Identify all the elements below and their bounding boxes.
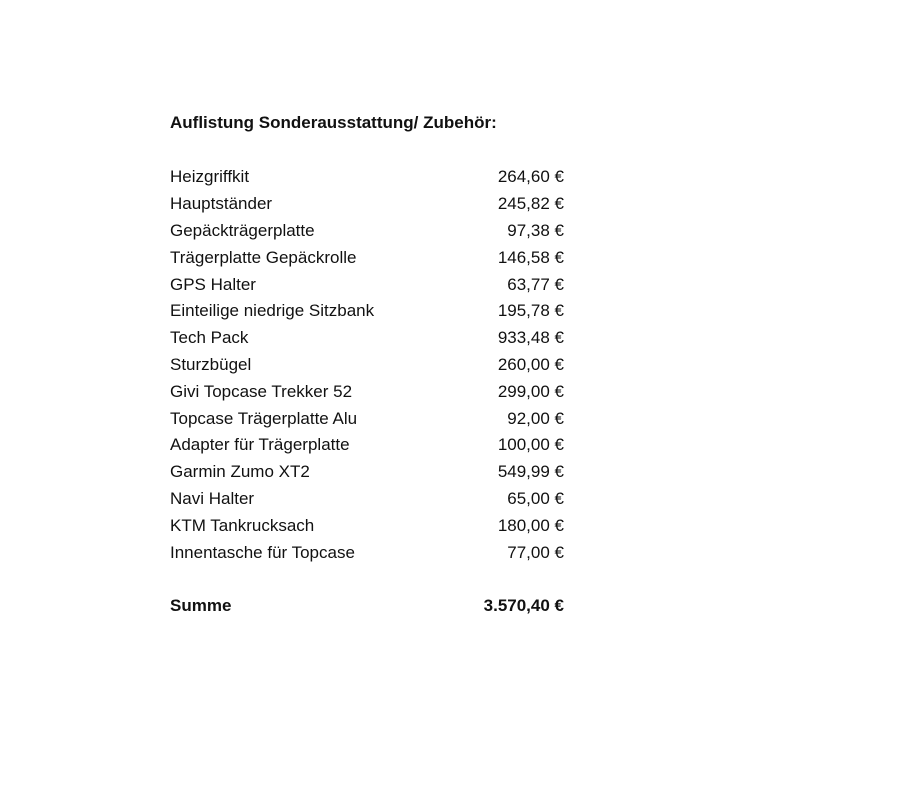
list-item xyxy=(170,459,564,486)
item-price: 195,78 € xyxy=(497,301,564,321)
item-price: 180,00 € xyxy=(497,515,564,535)
total-row xyxy=(170,593,564,619)
item-name: Trägerplatte Gepäckrolle xyxy=(170,247,357,267)
item-price: 299,00 € xyxy=(497,381,564,401)
item-price: 92,00 € xyxy=(507,408,564,428)
list-item xyxy=(170,512,564,539)
item-price: 100,00 € xyxy=(497,435,564,455)
list-item xyxy=(170,539,564,566)
item-list xyxy=(170,164,564,566)
item-price: 933,48 € xyxy=(497,328,564,348)
list-item xyxy=(170,191,564,218)
item-price: 146,58 € xyxy=(497,247,564,267)
list-item xyxy=(170,164,564,191)
total-value: 3.570,40 € xyxy=(483,596,564,615)
item-name: Tech Pack xyxy=(170,328,249,348)
item-name: Innentasche für Topcase xyxy=(170,542,355,562)
item-name: Garmin Zumo XT2 xyxy=(170,462,310,482)
list-item xyxy=(170,271,564,298)
list-item xyxy=(170,405,564,432)
item-price: 97,38 € xyxy=(507,220,564,240)
item-price: 260,00 € xyxy=(497,354,564,374)
item-name: GPS Halter xyxy=(170,274,256,294)
item-price: 65,00 € xyxy=(507,488,564,508)
item-price: 77,00 € xyxy=(507,542,564,562)
list-item xyxy=(170,378,564,405)
item-name: KTM Tankrucksach xyxy=(170,515,315,535)
item-price: 264,60 € xyxy=(497,167,564,187)
item-price: 549,99 € xyxy=(497,462,564,482)
list-item xyxy=(170,432,564,459)
item-price: 245,82 € xyxy=(497,194,564,214)
item-name: Sturzbügel xyxy=(170,354,252,374)
item-name: Hauptständer xyxy=(170,194,273,214)
list-item xyxy=(170,244,564,271)
list-item xyxy=(170,352,564,379)
item-name: Navi Halter xyxy=(170,488,255,508)
list-item xyxy=(170,298,564,325)
item-name: Adapter für Trägerplatte xyxy=(170,435,350,455)
total-label: Summe xyxy=(170,596,232,615)
item-name: Topcase Trägerplatte Alu xyxy=(170,408,358,428)
list-item xyxy=(170,218,564,245)
item-name: Heizgriffkit xyxy=(170,167,250,187)
list-item xyxy=(170,486,564,513)
item-name: Givi Topcase Trekker 52 xyxy=(170,381,353,401)
item-price: 63,77 € xyxy=(507,274,564,294)
document-title: Auflistung Sonderausstattung/ Zubehör: xyxy=(170,113,497,132)
item-name: Gepäckträgerplatte xyxy=(170,220,315,240)
list-item xyxy=(170,325,564,352)
item-name: Einteilige niedrige Sitzbank xyxy=(170,301,375,321)
